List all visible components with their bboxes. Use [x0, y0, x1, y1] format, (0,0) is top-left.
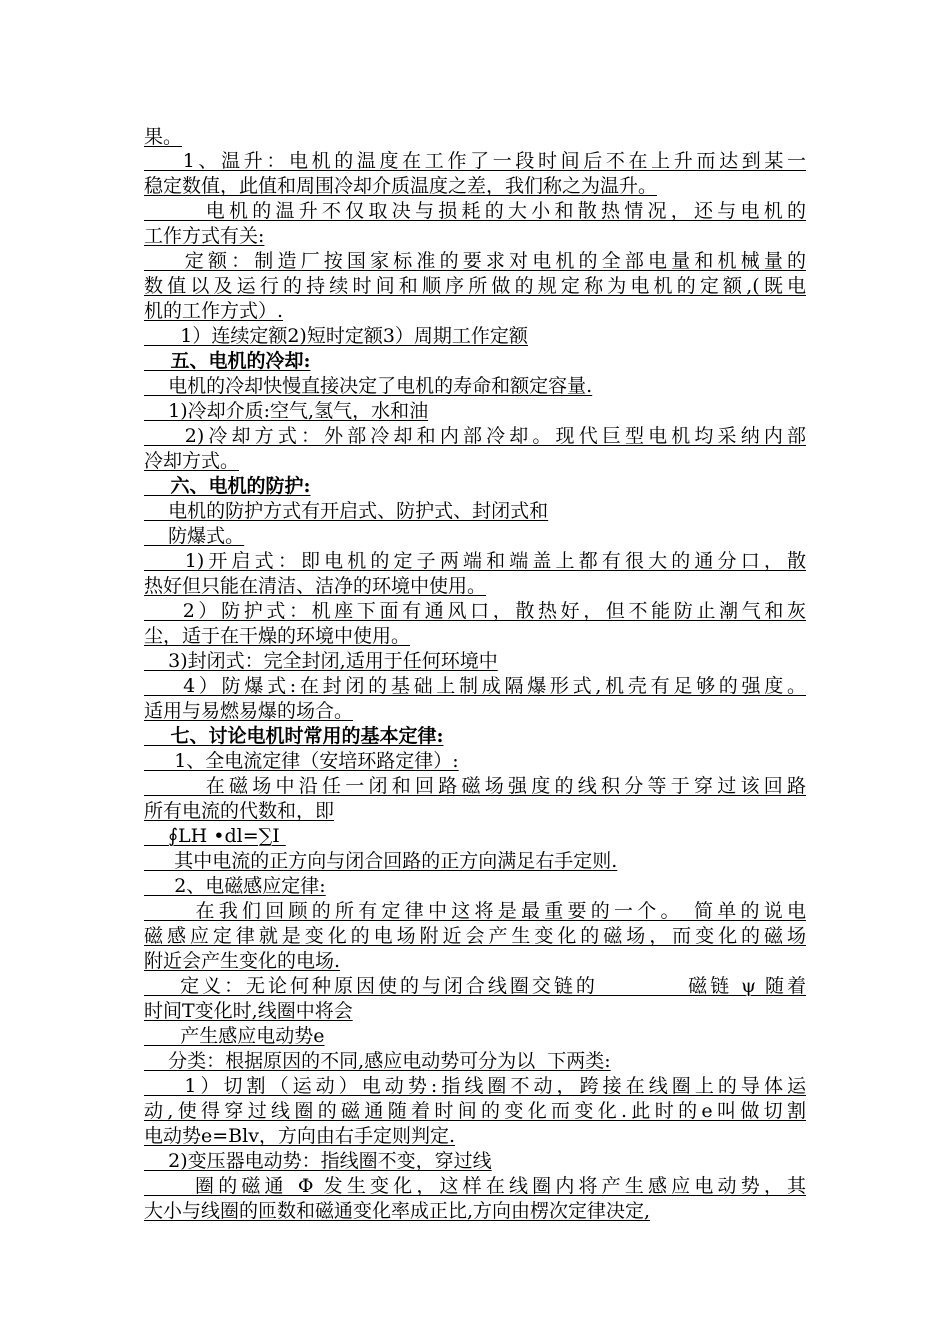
formula-line: ∮LH •dl=∑I: [144, 825, 286, 847]
text-line: 1)开启式：即电机的定子两端和端盖上都有很大的通分口，散: [144, 550, 806, 572]
text-line: 电机的温升不仅取决与损耗的大小和散热情况，还与电机的: [144, 200, 806, 222]
text-line: 磁感应定律就是变化的电场附近会产生变化的磁场，而变化的磁场: [144, 925, 806, 947]
text-line: 机的工作方式）.: [144, 300, 284, 322]
text-line: 电机的防护方式有开启式、防护式、封闭式和: [144, 500, 549, 522]
text-line: 适用与易燃易爆的场合。: [144, 700, 354, 722]
text-line: 1、全电流定律（安培环路定律）:: [144, 750, 459, 772]
text-line: 稳定数值，此值和周围冷却介质温度之差，我们称之为温升。: [144, 175, 658, 197]
text-line: 其中电流的正方向与闭合回路的正方向满足右手定则.: [144, 850, 618, 872]
text-line: 1)冷却介质:空气,氢气，水和油: [144, 400, 429, 422]
text-line: 时间T变化时,线圈中将会: [144, 1000, 353, 1022]
text-line: 数值以及运行的持续时间和顺序所做的规定称为电机的定额,(既电: [144, 275, 806, 297]
text-line: 在我们回顾的所有定律中这将是最重要的一个。 简单的说电: [144, 900, 806, 922]
section-heading: 五、电机的冷却:: [144, 350, 311, 372]
text-line: 冷却方式。: [144, 450, 240, 472]
text-line: 大小与线圈的匝数和磁通变化率成正比,方向由楞次定律决定,: [144, 1200, 651, 1222]
text-line: 2）防护式：机座下面有通风口，散热好，但不能防止潮气和灰: [144, 600, 806, 622]
text-line: 2)冷却方式：外部冷却和内部冷却。现代巨型电机均采纳内部: [144, 425, 806, 447]
text-line: 热好但只能在清洁、洁净的环境中使用。: [144, 575, 487, 597]
text-line: 定义：无论何种原因使的与闭合线圈交链的 磁链 ψ 随着: [144, 975, 806, 997]
text-line: 电机的冷却快慢直接决定了电机的寿命和额定容量.: [144, 375, 593, 397]
text-line: 防爆式。: [144, 525, 245, 547]
text-line: 在磁场中沿任一闭和回路磁场强度的线积分等于穿过该回路: [144, 775, 806, 797]
text-line: 所有电流的代数和，即: [144, 800, 335, 822]
section-heading: 六、电机的防护:: [144, 475, 311, 497]
text-line: 尘，适于在干燥的环境中使用。: [144, 625, 411, 647]
text-line: 圈的磁通 Φ 发生变化，这样在线圈内将产生感应电动势，其: [144, 1175, 806, 1197]
text-line: 分类：根据原因的不同,感应电动势可分为以 下两类:: [144, 1050, 611, 1072]
text-line: 2)变压器电动势：指线圈不变，穿过线: [144, 1150, 492, 1172]
text-line: 1）连续定额2)短时定额3）周期工作定额: [144, 325, 528, 347]
text-line: 1）切割（运动）电动势:指线圈不动，跨接在线圈上的导体运: [144, 1075, 806, 1097]
text-line: 附近会产生变化的电场.: [144, 950, 341, 972]
section-heading: 七、讨论电机时常用的基本定律:: [144, 725, 444, 747]
text-line: 果。: [144, 126, 183, 148]
text-line: 定额：制造厂按国家标准的要求对电机的全部电量和机械量的: [144, 250, 806, 272]
text-line: 3)封闭式：完全封闭,适用于任何环境中: [144, 650, 498, 672]
text-line: 工作方式有关:: [144, 225, 265, 247]
text-line: 4）防爆式:在封闭的基础上制成隔爆形式,机壳有足够的强度。: [144, 675, 806, 697]
text-line: 2、电磁感应定律:: [144, 875, 326, 897]
text-line: 产生感应电动势e: [144, 1025, 325, 1047]
text-line: 动,使得穿过线圈的磁通随着时间的变化而变化.此时的e叫做切割: [144, 1100, 806, 1122]
text-line: 电动势e=Blv，方向由右手定则判定.: [144, 1125, 455, 1147]
text-line: 1、温升：电机的温度在工作了一段时间后不在上升而达到某一: [144, 150, 806, 172]
